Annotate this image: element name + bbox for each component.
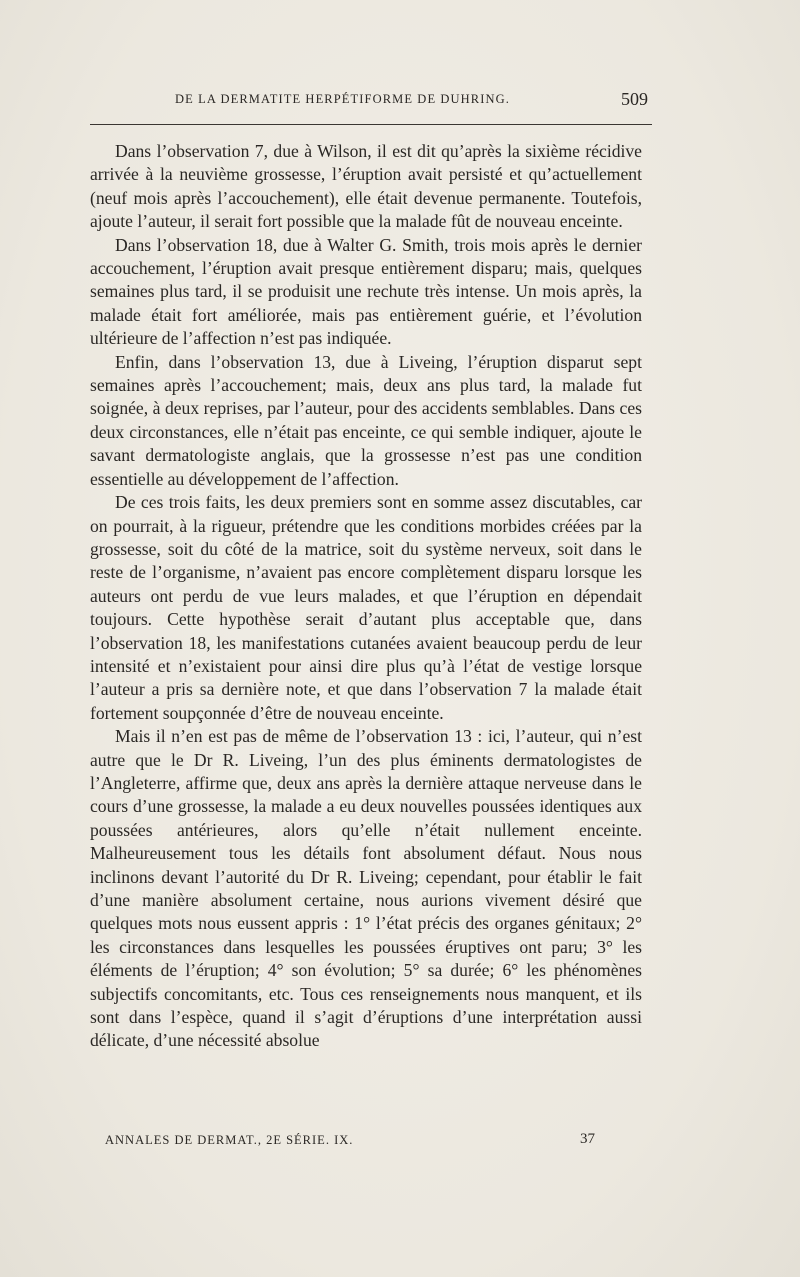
page-number: 509 <box>621 89 648 109</box>
paragraph: Enfin, dans l’observation 13, due à Liveing, l’éruption disparut sept semaines après l’accouchement; mais, deux ans plus tard, la malade fut soignée, à deux reprises, par l’auteur, pour des accidents semblables. Dans ces deux circonstances, elle n’était pas enceinte, ce qui semble indiquer, ajoute le savant dermatologiste anglais, que la grossesse n’est pas une condition essentielle au développement de l’affection. <box>90 351 642 489</box>
header-rule <box>90 124 652 125</box>
paragraph: Dans l’observation 7, due à Wilson, il est dit qu’après la sixième récidive arrivée à la neuvième grossesse, l’éruption avait persisté et qu’actuellement (neuf mois après l’accouchement), elle était devenue permanente. Toutefois, ajoute l’auteur, il serait fort possible que la malade fût de nouveau enceinte. <box>90 141 642 232</box>
page-footer <box>105 1133 645 1155</box>
journal-signature: ANNALES DE DERMAT., 2E SÉRIE. IX. <box>105 1133 354 1147</box>
paragraph: De ces trois faits, les deux premiers sont en somme assez discutables, car on pourrait, à la rigueur, prétendre que les conditions morbides créées par la grossesse, soit du côté de la matrice, soit du système nerveux, soit dans le reste de l’organisme, n’avaient pas encore complètement disparu lorsque les auteurs ont perdu de vue leurs malades, et que l’éruption en dépendait toujours. Cette hypothèse serait d’autant plus acceptable que, dans l’observation 18, les manifestations cutanées avaient beaucoup perdu de leur intensité et n’existaient pour ainsi dire plus qu’à l’état de vestige lorsque l’auteur a pris sa dernière note, et que dans l’observation 7 la malade était fortement soupçonnée d’être de nouveau enceinte. <box>90 492 642 723</box>
signature-mark: 37 <box>580 1131 595 1147</box>
paragraph: Mais il n’en est pas de même de l’observation 13 : ici, l’auteur, qui n’est autre que le Dr R. Liveing, l’un des plus éminents dermatologistes de l’Angleterre, affirme que, deux ans après la dernière attaque nerveuse dans le cours d’une grossesse, la malade a eu deux nouvelles poussées identiques aux poussées antérieures, alors qu’elle n’était nullement enceinte. Malheureusement tous les détails font absolument défaut. Nous nous inclinons devant l’autorité du Dr R. Liveing; cependant, pour établir le fait d’une manière absolument certaine, nous aurions vivement désiré que quelques mots nous eussent appris : 1° l’état précis des organes génitaux; 2° les circonstances dans lesquelles les poussées éruptives ont paru; 3° les éléments de l’éruption; 4° son évolution; 5° sa durée; 6° les phénomènes subjectifs concomitants, etc. Tous ces renseignements nous manquent, et ils sont dans l’espèce, quand il s’agit d’éruptions d’une interprétation aussi délicate, d’une nécessité absolue <box>90 726 642 1051</box>
running-head <box>90 89 652 114</box>
body-text <box>90 140 642 1053</box>
running-title: DE LA DERMATITE HERPÉTIFORME DE DUHRING. <box>175 92 510 106</box>
paragraph: Dans l’observation 18, due à Walter G. Smith, trois mois après le dernier accouchement, l’éruption avait presque entièrement disparu; mais, quelques semaines plus tard, il se produisit une rechute très intense. Un mois après, la malade était fort améliorée, mais pas entièrement guérie, et l’évolution ultérieure de l’affection n’est pas indiquée. <box>90 234 642 349</box>
